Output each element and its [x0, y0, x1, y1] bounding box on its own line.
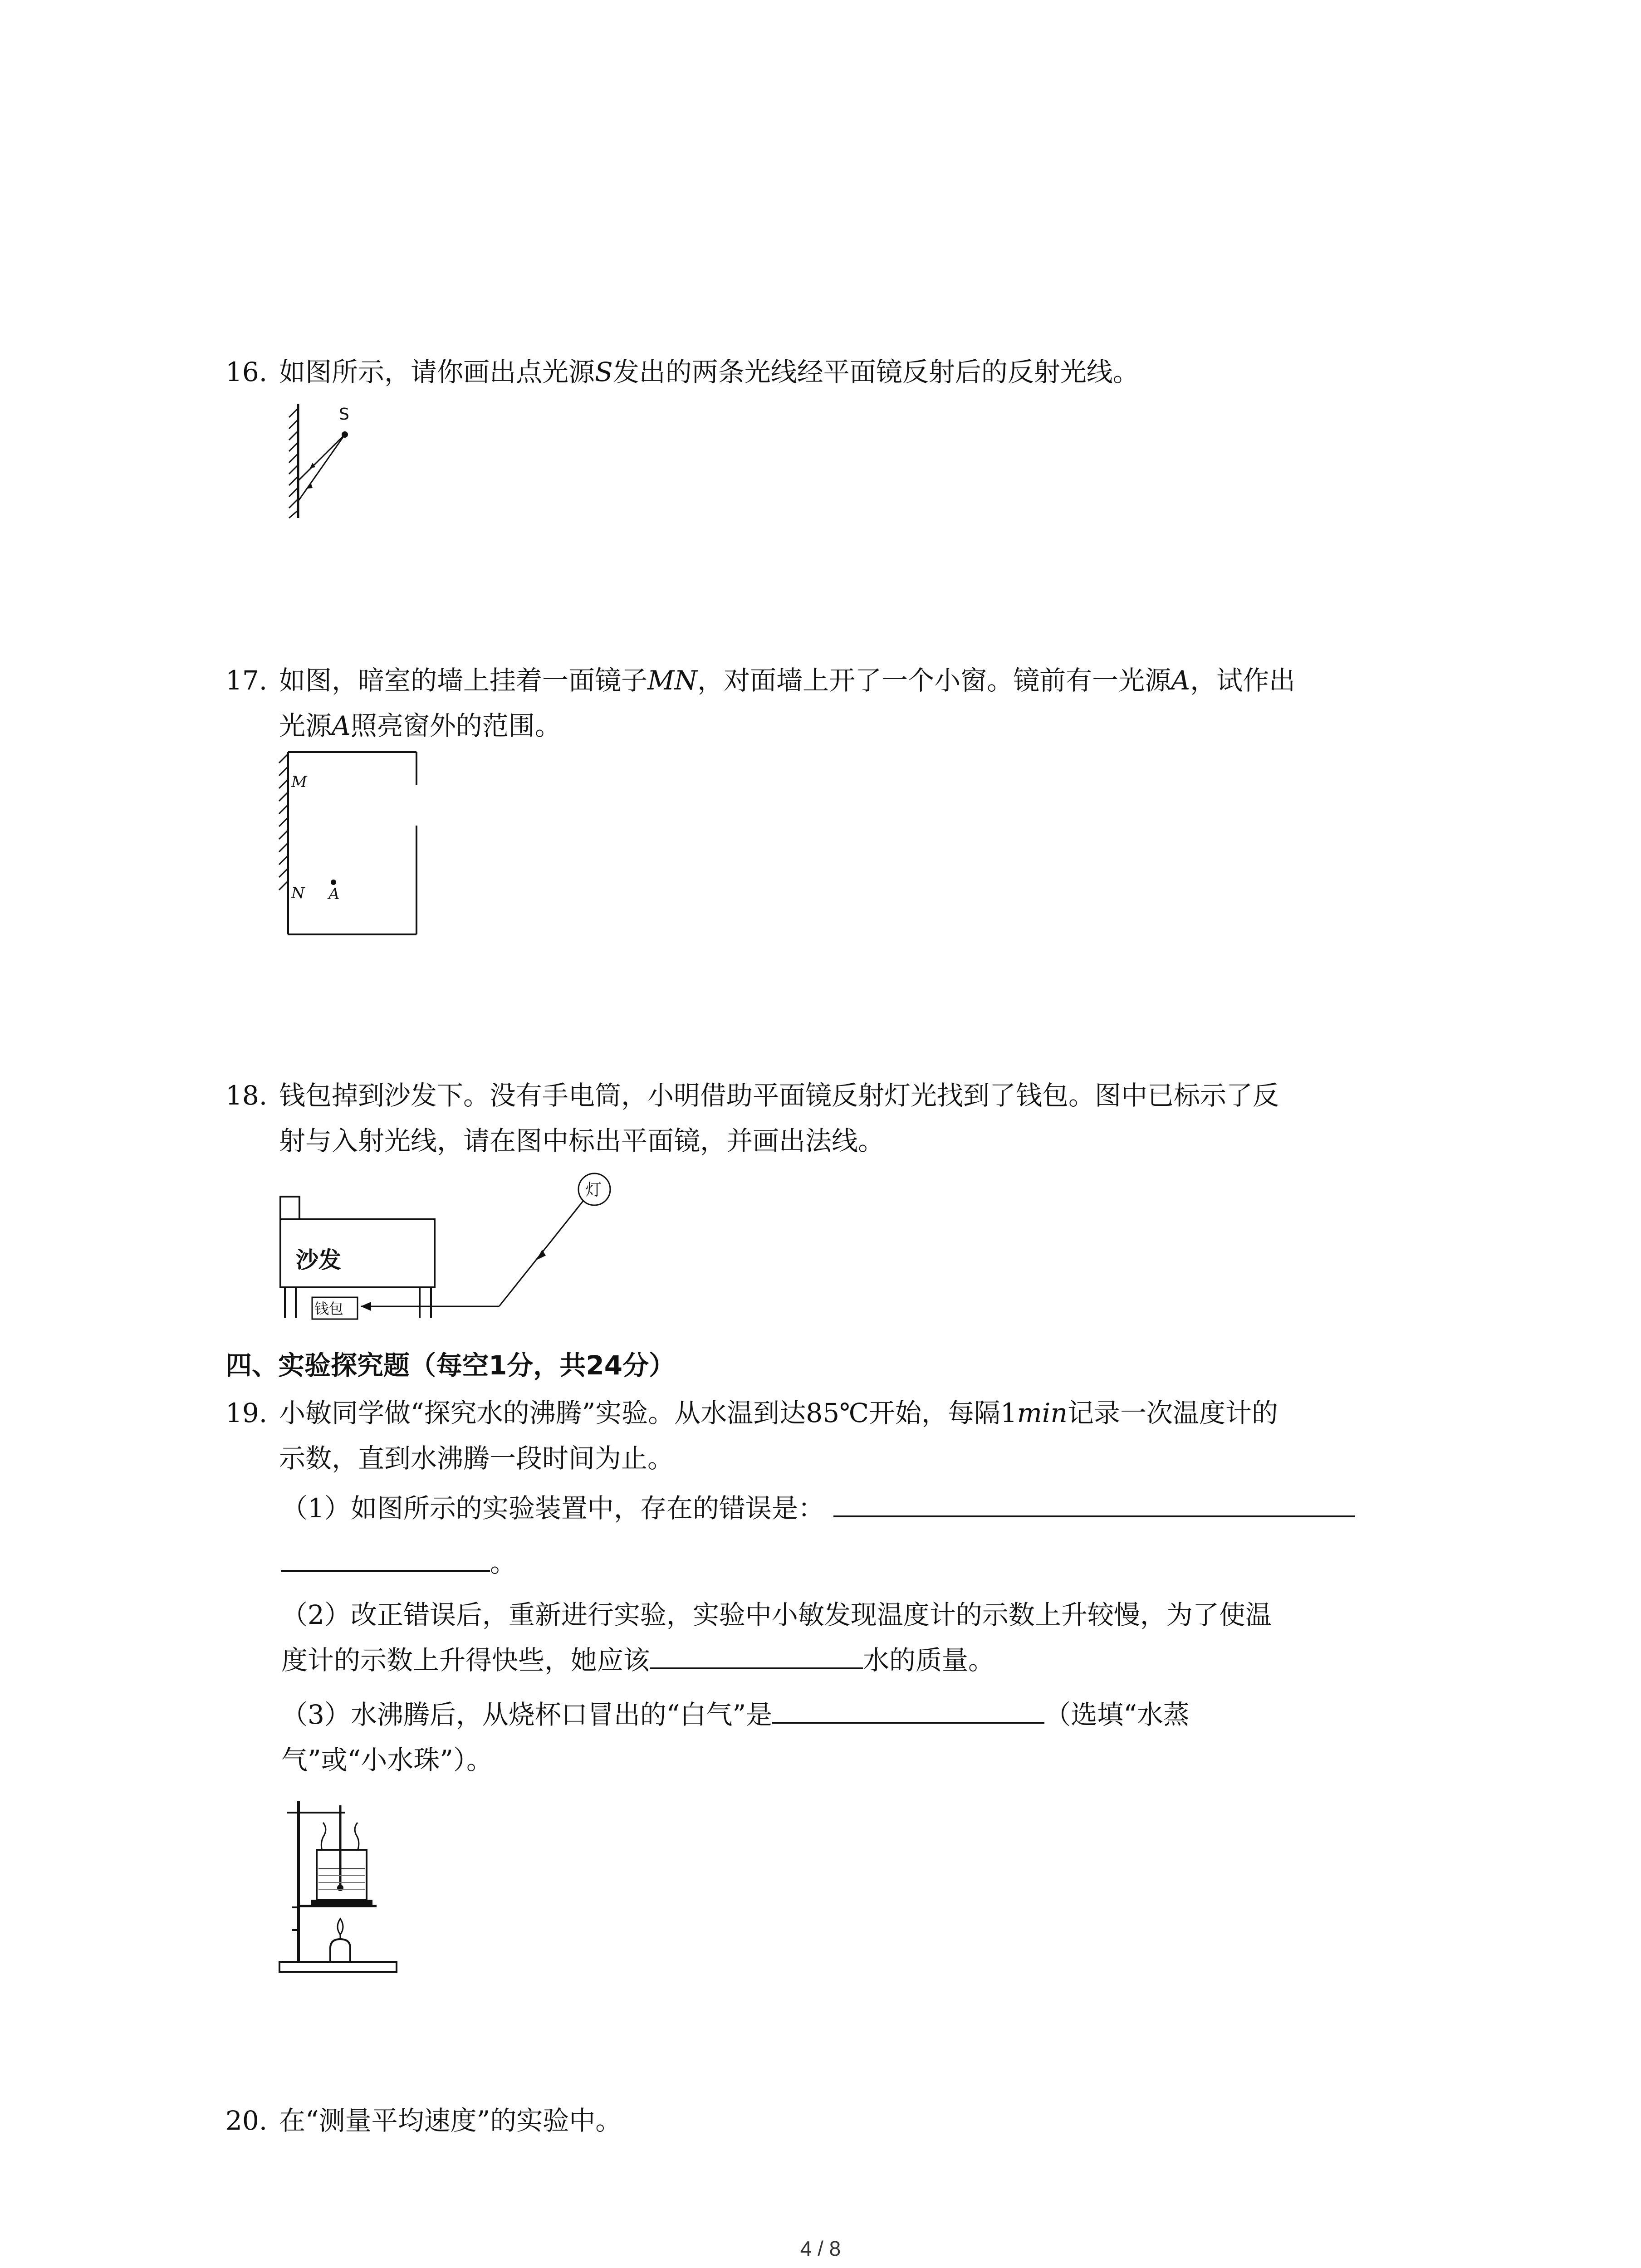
question-text: 在“测量平均速度”的实验中。: [279, 2105, 622, 2136]
question-text: 如图，暗室的墙上挂着一面镜子: [279, 665, 648, 696]
section-title: 四、实验探究题（每空1分，共24分）: [225, 1350, 676, 1381]
question-16: [225, 349, 1139, 395]
question-text: 发出的两条光线经平面镜反射后的反射光线。: [612, 357, 1139, 387]
subquestion-2-line-2: [281, 1637, 994, 1683]
dark-room-figure: [272, 748, 422, 939]
subquestion-text: 气”或“小水珠”）。: [281, 1745, 493, 1775]
mirror-hatching: [279, 754, 288, 890]
question-18-line-2: [225, 1118, 884, 1163]
question-text: ，试作出: [1190, 665, 1296, 696]
mirror-hatching: [289, 408, 298, 518]
light-source-a: [331, 880, 336, 885]
label-n: N: [291, 884, 305, 902]
label-s: S: [339, 405, 349, 424]
label-m: M: [291, 773, 307, 791]
sofa-wallet-figure: [272, 1170, 635, 1334]
question-text: 示数，直到水沸腾一段时间为止。: [279, 1443, 674, 1474]
light-ray-2: [298, 435, 345, 501]
question-number: 18.: [225, 1080, 268, 1111]
beaker: [317, 1850, 367, 1900]
subquestion-text: 水的质量。: [863, 1645, 995, 1676]
variable-a: A: [332, 710, 351, 741]
answer-blank-1-continued[interactable]: [281, 1542, 490, 1572]
question-text: 照亮窗外的范围。: [350, 710, 561, 741]
answer-blank-2[interactable]: [650, 1639, 863, 1669]
question-number: 20.: [225, 2105, 268, 2136]
variable-mn: MN: [647, 665, 698, 696]
page-number: 4 / 8: [800, 2237, 841, 2260]
label-wallet: 钱包: [314, 1300, 344, 1317]
subquestion-text: （选填“水蒸: [1044, 1699, 1190, 1730]
unit-min: min: [1017, 1398, 1068, 1428]
answer-blank-3[interactable]: [772, 1694, 1044, 1724]
subquestion-text: （3）水沸腾后，从烧杯口冒出的“白气”是: [281, 1699, 773, 1730]
question-text: 小敏同学做“探究水的沸腾”实验。从水温到达85℃开始，每隔1: [279, 1398, 1017, 1428]
subquestion-3: [281, 1692, 1190, 1737]
label-lamp: 灯: [585, 1181, 602, 1199]
question-number: 19.: [225, 1398, 268, 1428]
question-text: 钱包掉到沙发下。没有手电筒，小明借助平面镜反射灯光找到了钱包。图中已标示了反: [279, 1080, 1279, 1111]
question-18: [225, 1073, 1279, 1118]
subquestion-text: （1）如图所示的实验装置中，存在的错误是：: [281, 1493, 824, 1524]
flame: [338, 1919, 343, 1935]
subquestion-text: 度计的示数上升得快些，她应该: [281, 1645, 650, 1676]
arrow-head: [361, 1302, 371, 1311]
question-20: [225, 2098, 622, 2143]
question-text: 光源: [279, 710, 332, 741]
arrow-head: [536, 1250, 546, 1260]
boiling-apparatus-figure: [277, 1783, 404, 1973]
light-ray-1: [298, 435, 345, 481]
question-number: 16.: [225, 357, 268, 387]
question-text: 记录一次温度计的: [1067, 1398, 1278, 1428]
question-17-line-2: [225, 703, 561, 748]
subquestion-2: [281, 1592, 1272, 1637]
subquestion-3-line-2: [281, 1737, 493, 1783]
question-text: 射与入射光线，请在图中标出平面镜，并画出法线。: [279, 1125, 885, 1156]
thermometer-bulb: [337, 1885, 343, 1891]
alcohol-lamp: [330, 1939, 350, 1962]
subquestion-text: 。: [490, 1547, 517, 1578]
label-a: A: [328, 885, 340, 903]
question-number: 17.: [225, 665, 268, 696]
variable-a: A: [1171, 665, 1190, 696]
subquestion-1-line-2: [281, 1540, 516, 1585]
question-text: ，对面墙上开了一个小窗。镜前有一光源: [697, 665, 1171, 696]
question-text: 如图所示，请你画出点光源: [279, 357, 595, 387]
variable-s: S: [595, 357, 613, 387]
stand-base: [279, 1962, 397, 1972]
steam: [321, 1823, 326, 1851]
subquestion-text: （2）改正错误后，重新进行实验，实验中小敏发现温度计的示数上升较慢，为了使温: [281, 1599, 1272, 1630]
label-sofa: 沙发: [296, 1247, 341, 1273]
question-19: [225, 1390, 1278, 1436]
subquestion-1: [281, 1486, 1355, 1531]
answer-blank-1[interactable]: [833, 1487, 1355, 1517]
steam: [355, 1823, 359, 1851]
sofa-arm: [280, 1197, 299, 1219]
mirror-light-figure: [270, 399, 365, 522]
question-17: [225, 658, 1295, 703]
question-19-line-2: [225, 1436, 674, 1481]
